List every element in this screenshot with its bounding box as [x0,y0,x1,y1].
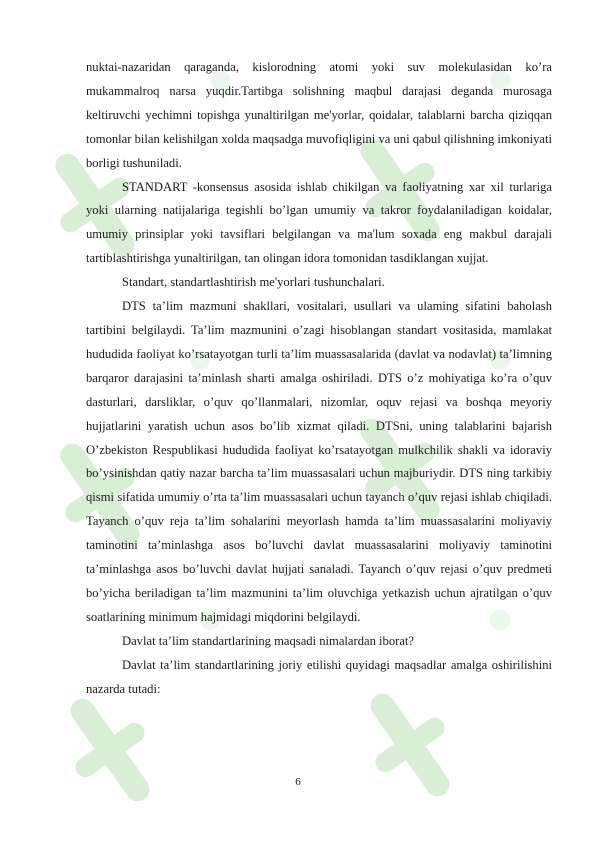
paragraph-goals: Davlat ta’lim standartlarining joriy etilishi quyidagi maqsadlar amalga oshirilishini nazarda tutadi: [86,657,552,696]
paragraph: nuktai-nazaridan qaraganda, kislorodning atomi yoki suv molekulasidan ko’ra mukammalroq narsa yuqdir.Tartibga solishning maqbul darajasi deganda murosaga keltiruvchi yechimni topishga yunaltirilgan me'yorlar, qoidalar, talablarni barcha qiziqqan tomonlar bilan kelishilgan xolda maqsadga muvofiqligini va uni qabul qilishning imkoniyati borligi tushuniladi. [86,60,552,170]
body-text [86,56,552,701]
paragraph-question: Davlat ta’lim standartlarining maqsadi nimalardan iborat? [122,633,415,648]
paragraph-standart-definition: STANDART -konsensus asosida ishlab chikilgan va faoliyatning xar xil turlariga yoki ularning natijalariga tegishli bo’lgan umumiy va takror foydalaniladigan koidalar, umumiy prinsiplar yoki tavsiflari belgilangan va ma'lum soxada eng makbul darajali tartiblashtirishga yunaltirilgan, tan olingan idora tomonidan tasdiklangan xujjat. [86,179,552,266]
page-number: 6 [295,776,301,788]
paragraph-heading: Standart, standartlashtirish me'yorlari tushunchalari. [122,275,385,290]
paragraph-dts: DTS ta’lim mazmuni shakllari, vositalari, usullari va ulaming sifatini baholash tartibini belgilaydi. Ta’lim mazmunini o’zagi hisoblangan standart vositasida, mamlakat hududida faoliyat ko’rsatayotgan turli ta’lim muassasalarida (davlat va nodavlat) ta’limning barqaror darajasini ta’minlash sharti amalga oshiriladi. DTS o’z mohiyatiga ko’ra o’quv dasturlari, darsliklar, o’quv qo’llanmalari, nizomlar, oquv rejasi va boshqa meyoriy hujjatlarini yaratish uchun asos bo’lib xizmat qiladi. DTSni, uning talablarini bajarish O’zbekiston Respublikasi hududida faoliyat ko’rsatayotgan mulkchilik shakli va idoraviy bo’ysinishdan qatiy nazar barcha ta’lim muassasalari uchun majburiydir. DTS ning tarkibiy qismi sifatida umumiy o’rta ta’lim muassasalari uchun tayanch o’quv rejasi ishlab chiqiladi. Tayanch o’quv reja ta’lim sohalarini meyorlash hamda ta’lim muassasalarini moliyaviy taminotini ta’minlashga asos bo’luvchi davlat muassasalarini moliyaviy taminotini ta’minlashga asos bo’luvchi davlat hujjati sanaladi. Tayanch o’quv rejasi o’quv predmeti bo’yicha beriladigan ta’lim mazmunini ta’lim oluvchiga yetkazish uchun ajratilgan o’quv soatlarining minimum hajmidagi miqdorini belgilaydi. [86,299,552,624]
